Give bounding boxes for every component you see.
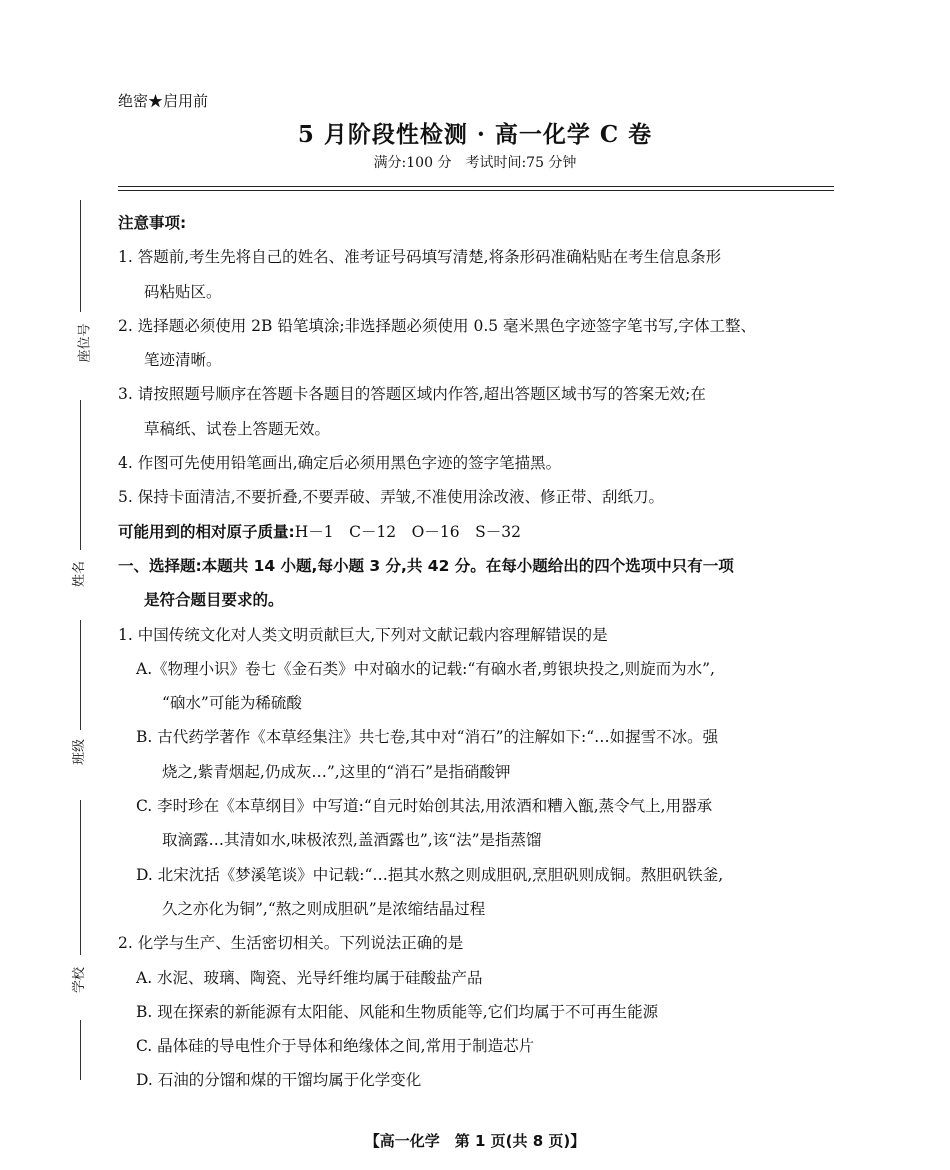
notice-item: 3. 请按照题号顺序在答题卡各题目的答题区域内作答,超出答题区域书写的答案无效;在 [118,385,706,404]
question-1-option-d: D. 北宋沈括《梦溪笔谈》中记载:“…挹其水熬之则成胆矾,烹胆矾则成铜。熬胆矾铁釜, [136,865,724,884]
question-2-option-d: D. 石油的分馏和煤的干馏均属于化学变化 [136,1071,422,1090]
question-2-option-c: C. 晶体硅的导电性介于导体和绝缘体之间,常用于制造芯片 [136,1037,535,1056]
question-1-option-c: C. 李时珍在《本草纲目》中写道:“自元时始创其法,用浓酒和糟入甑,蒸令气上,用器承 [136,797,713,816]
header-rule-thick [118,186,834,187]
notice-item: 4. 作图可先使用铅笔画出,确定后必须用黑色字迹的签字笔描黑。 [118,454,562,473]
notice-item: 1. 答题前,考生先将自己的姓名、准考证号码填写清楚,将条形码准确粘贴在考生信息条形 [118,248,722,267]
atomic-mass-values: H－1 C－12 O－16 S－32 [294,522,521,541]
notice-item: 5. 保持卡面清洁,不要折叠,不要弄破、弄皱,不准使用涂改液、修正带、刮纸刀。 [118,488,664,507]
margin-line [80,200,81,312]
margin-line [80,1020,81,1080]
school-label: 学校 [71,966,87,994]
question-2-option-b: B. 现在探索的新能源有太阳能、风能和生物质能等,它们均属于不可再生能源 [136,1002,659,1021]
atomic-mass-line [118,515,838,549]
notice-heading: 注意事项: [118,214,187,232]
question-2-option-a: A. 水泥、玻璃、陶瓷、光导纤维均属于硅酸盐产品 [136,968,483,987]
section-heading-continued: 是符合题目要求的。 [144,591,284,610]
margin-line [80,800,81,955]
class-label: 班级 [71,738,87,766]
notice-item-continued: 码粘贴区。 [144,282,222,301]
margin-line [80,400,81,550]
question-2-stem: 2. 化学与生产、生活密切相关。下列说法正确的是 [118,934,464,953]
question-1-option-b: B. 古代药学著作《本草经集注》共七卷,其中对“消石”的注解如下:“…如握雪不冰。强 [136,728,719,747]
confidential-mark: 绝密★启用前 [118,92,209,110]
question-1-option-c-continued: 取滴露…其清如水,味极浓烈,盖酒露也”,该“法”是指蒸馏 [162,831,542,850]
question-1-option-d-continued: 久之亦化为铜”,“熬之则成胆矾”是浓缩结晶过程 [162,899,486,918]
section-heading: 一、选择题:本题共 14 小题,每小题 3 分,共 42 分。在每小题给出的四个选项中只有一项 [118,556,734,575]
notice-item: 2. 选择题必须使用 2B 铅笔填涂;非选择题必须使用 0.5 毫米黑色字迹签字笔书写,字体工整、 [118,316,756,335]
question-1-option-a: A.《物理小识》卷七《金石类》中对硇水的记载:“有硇水者,剪银块投之,则旋而为水”, [136,659,715,678]
name-label: 姓名 [71,560,87,588]
question-1-option-b-continued: 烧之,紫青烟起,仍成灰…”,这里的“消石”是指硝酸钾 [162,762,511,781]
page-footer: 【高一化学 第 1 页(共 8 页)】 [364,1132,586,1150]
notice-item-continued: 草稿纸、试卷上答题无效。 [144,419,331,438]
notice-item-continued: 笔迹清晰。 [144,351,222,370]
margin-line [80,620,81,730]
exam-info: 满分:100 分 考试时间:75 分钟 [373,155,577,171]
seat-number-label: 座位号 [77,323,93,363]
page-title: 5 月阶段性检测 · 高一化学 C 卷 [297,121,653,148]
question-1-option-a-continued: “硇水”可能为稀硫酸 [162,694,302,713]
header-rule-thin [118,190,834,191]
atomic-mass-label: 可能用到的相对原子质量: [118,522,295,541]
exam-content [118,206,838,1098]
question-1-stem: 1. 中国传统文化对人类文明贡献巨大,下列对文献记载内容理解错误的是 [118,625,608,644]
